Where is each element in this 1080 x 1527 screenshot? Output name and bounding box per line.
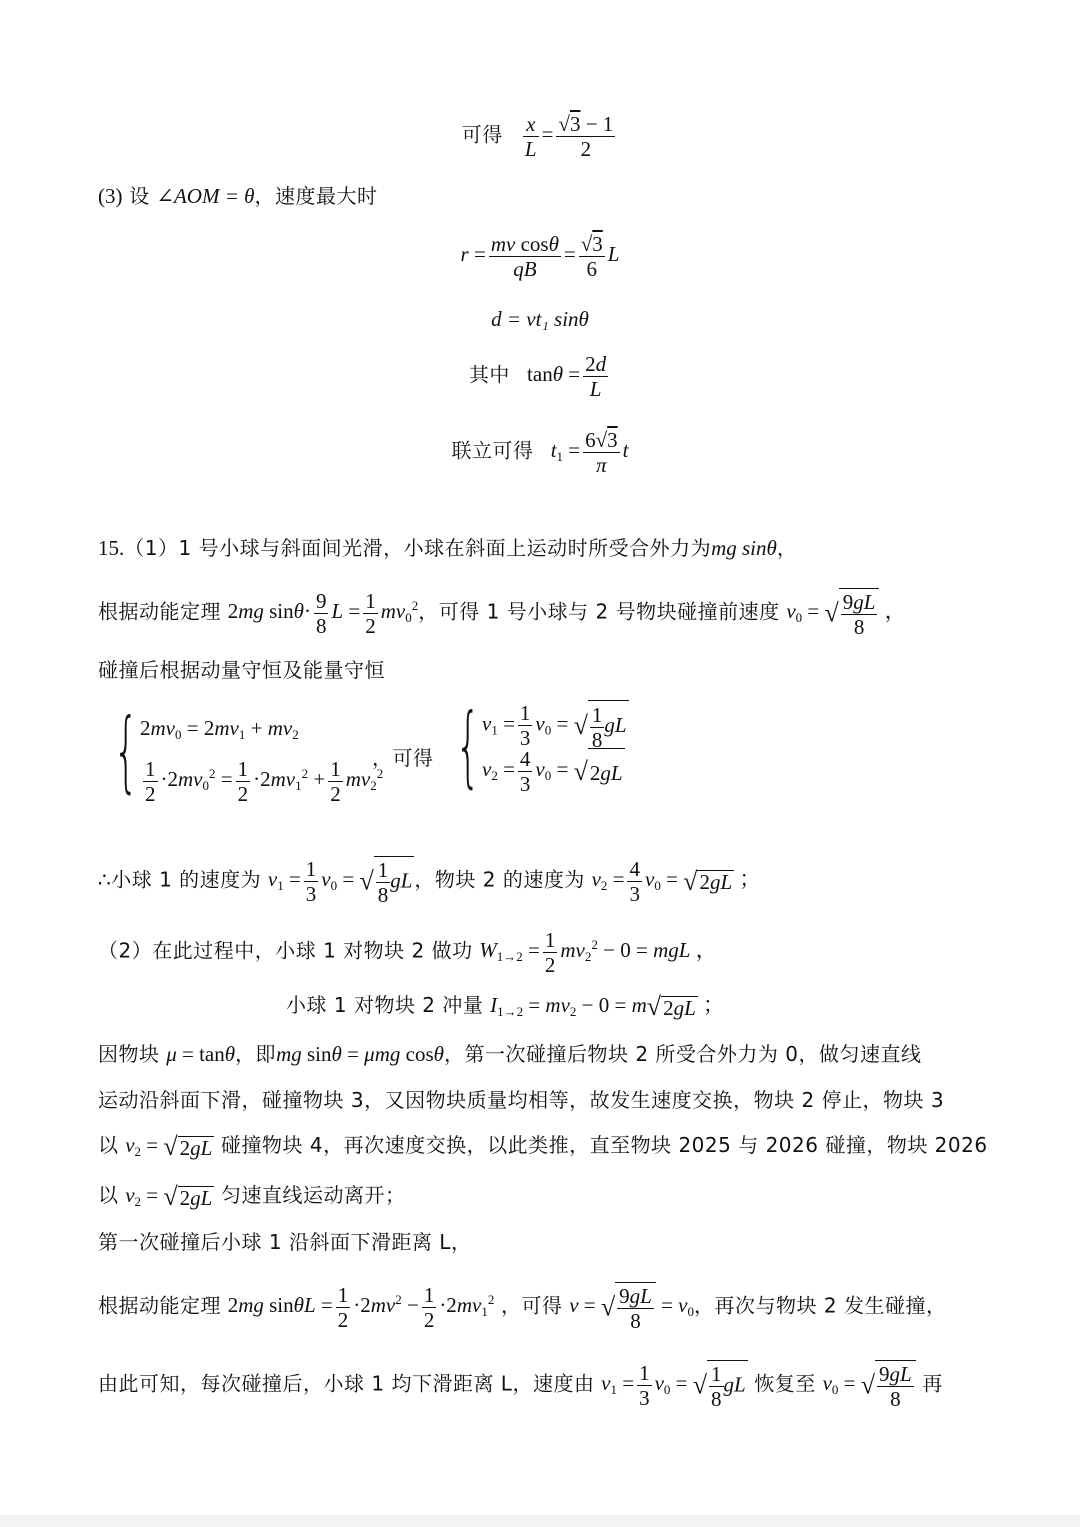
part3-heading: [98, 186, 377, 207]
part3-angle: ∠AOM = θ: [156, 184, 255, 208]
work-label: （2）在此过程中，小球 1 对物块 2 做功: [98, 938, 473, 963]
exchange-line: [98, 1090, 944, 1111]
chain-a: 以: [98, 1132, 119, 1157]
kinetic-theorem-line: 根据动能定理 2mg sinθ· $\frac{9}{8}$ L = $\frac{1}{2}$ $mv_0^2$，可得 1 号小球与 2 号物块碰撞前速度 $v_0$ = √ $\frac{9gL}{8}$ ，: [98, 589, 906, 640]
exchange-text: 运动沿斜面下滑，碰撞物块 3，又因物块质量均相等，故发生速度交换，物块 2 停止，物块 3: [98, 1088, 945, 1112]
leave-b: 匀速直线运动离开；: [221, 1182, 406, 1207]
second-theorem-line: 根据动能定理 2mg sinθL = $\frac{1}{2}$ $\cdot 2mv^2$ − $\frac{1}{2}$ $\cdot 2mv_1^2$ ，可得 v = √ $\frac{9gL}{8}$ = $v_0$，再次与物块 2 发生碰撞，: [98, 1283, 947, 1334]
part3-set: 设: [129, 184, 150, 208]
velocity-conclusion-a: ∴小球 1 的速度为: [98, 867, 262, 892]
q15-part1-intro: 15.（1）1 号小球与斜面间光滑，小球在斜面上运动时所受合外力为mg sinθ，: [98, 536, 798, 560]
second-theorem-a: 根据动能定理: [98, 1293, 221, 1318]
part3-heading-tail: ，速度最大时: [254, 184, 378, 208]
recover-line: 由此可知，每次碰撞后，小球 1 均下滑距离 L，速度由 $v_1$ = $\frac{1}{3}$ $v_0$ = √ $\frac{1}{8}$ gL 恢复至 $v_0$ = √ $\frac{9gL}{8}$ 再: [98, 1361, 943, 1412]
kinetic-theorem-result: ，可得 1 号小球与 2 号物块碰撞前速度: [418, 599, 780, 624]
velocity-conclusion-b: ，物块 2 的速度为: [414, 867, 585, 892]
slide-text: 第一次碰撞后小球 1 沿斜面下滑距离 L，: [98, 1230, 472, 1254]
impulse-label: 小球 1 对物块 2 冲量: [286, 992, 484, 1017]
friction-line: 因物块 μ = tanθ，即mg sinθ = μmg cosθ，第一次碰撞后物块 2 所受合外力为 0，做匀速直线: [98, 1042, 922, 1066]
velocity-system: { $v_1$ = $\frac{1}{3}$ $v_0$ = √ $\frac{1}{8}$ gL $v_2$ = $\frac{4}{3}$ $v_0 = √2gL$: [455, 694, 627, 797]
part2-result-label: 可得: [461, 122, 503, 147]
page-bottom-edge: [0, 1515, 1080, 1527]
q15-part1-expr: mg sinθ: [711, 536, 777, 560]
radius-formula: r = $\frac{\text{mv cosθ}}{qB}$ = $\frac{√3}{6}$ L: [460, 232, 620, 282]
chain-b: 碰撞物块 4，再次速度交换，以此类推，直至物块 2025 与 2026 碰撞，物块 2026: [221, 1132, 988, 1157]
leave-line: 以 $v_2 = √2gL$ 匀速直线运动离开；: [98, 1182, 406, 1211]
part2-result: [0, 112, 1080, 161]
kinetic-theorem-label: 根据动能定理: [98, 599, 221, 624]
tan-label: 其中: [468, 362, 510, 387]
q15-part1-text: 1 号小球与斜面间光滑，小球在斜面上运动时所受合外力为: [178, 536, 712, 560]
conservation-system: { $2mv_0 = 2mv_1 + mv_2$ $\frac{1}{2}$ $\cdot 2mv_0^2$ = $\frac{1}{2}$ $\cdot 2mv_1^2$ + $\frac{1}{2}$ $mv_2^2$: [113, 699, 384, 806]
friction-b: ，即: [235, 1042, 277, 1066]
chain-line: 以 $v_2 = √2gL$ 碰撞物块 4，再次速度交换，以此类推，直至物块 2025 与 2026 碰撞，物块 2026: [98, 1132, 988, 1161]
t1-label: 联立可得: [451, 438, 534, 463]
part2-result-formula: $\frac{x}{L}$ = $\frac{√3 - 1}{2}$: [524, 112, 614, 162]
distance-formula-text: d = vt₁ sinθ: [491, 307, 589, 331]
second-theorem-c: ，再次与物块 2 发生碰撞，: [694, 1293, 947, 1318]
second-theorem-b: ，可得: [501, 1293, 563, 1318]
friction-c: ，第一次碰撞后物块 2 所受合外力为 0，做匀速直线: [443, 1042, 922, 1066]
recover-a: 由此可知，每次碰撞后，小球 1 均下滑距离 L，速度由: [98, 1371, 595, 1396]
recover-c: 再: [922, 1371, 943, 1396]
work-line: （2）在此过程中，小球 1 对物块 2 做功 $W_{1\to 2}$ = $\frac{1}{2}$ $mv_2^2 - 0$ = mgL ，: [98, 928, 717, 978]
leave-a: 以: [98, 1182, 119, 1207]
collision-intro: [98, 660, 385, 681]
t1-formula: 联立可得 $t_1$ = $\frac{6√3}{\pi}$ t: [451, 428, 629, 478]
velocity-conclusion: ∴小球 1 的速度为 $v_1$ = $\frac{1}{3}$ $v_0$ = √ $\frac{1}{8}$ gL ，物块 2 的速度为 $v_2$ = $\frac{4}{3}$ $v_0 = √2gL$ ；: [98, 857, 761, 908]
recover-b: 恢复至: [754, 1371, 816, 1396]
collision-intro-text: 碰撞后根据动量守恒及能量守恒: [98, 658, 385, 682]
friction-a: 因物块: [98, 1042, 160, 1066]
part3-number: (3): [98, 184, 123, 208]
q15-part1-label: （1）: [124, 536, 179, 560]
distance-formula: [0, 309, 1080, 330]
q15-number: 15.: [98, 536, 125, 560]
conservation-result-label: ，可得: [372, 746, 434, 770]
impulse-line: 小球 1 对物块 2 冲量 $I_{1\to 2} = mv_2 - 0 = m√2gL$ ；: [286, 992, 724, 1021]
slide-line: [98, 1232, 471, 1253]
tan-formula: 其中 tanθ = $\frac{2d}{L}$: [468, 352, 607, 402]
